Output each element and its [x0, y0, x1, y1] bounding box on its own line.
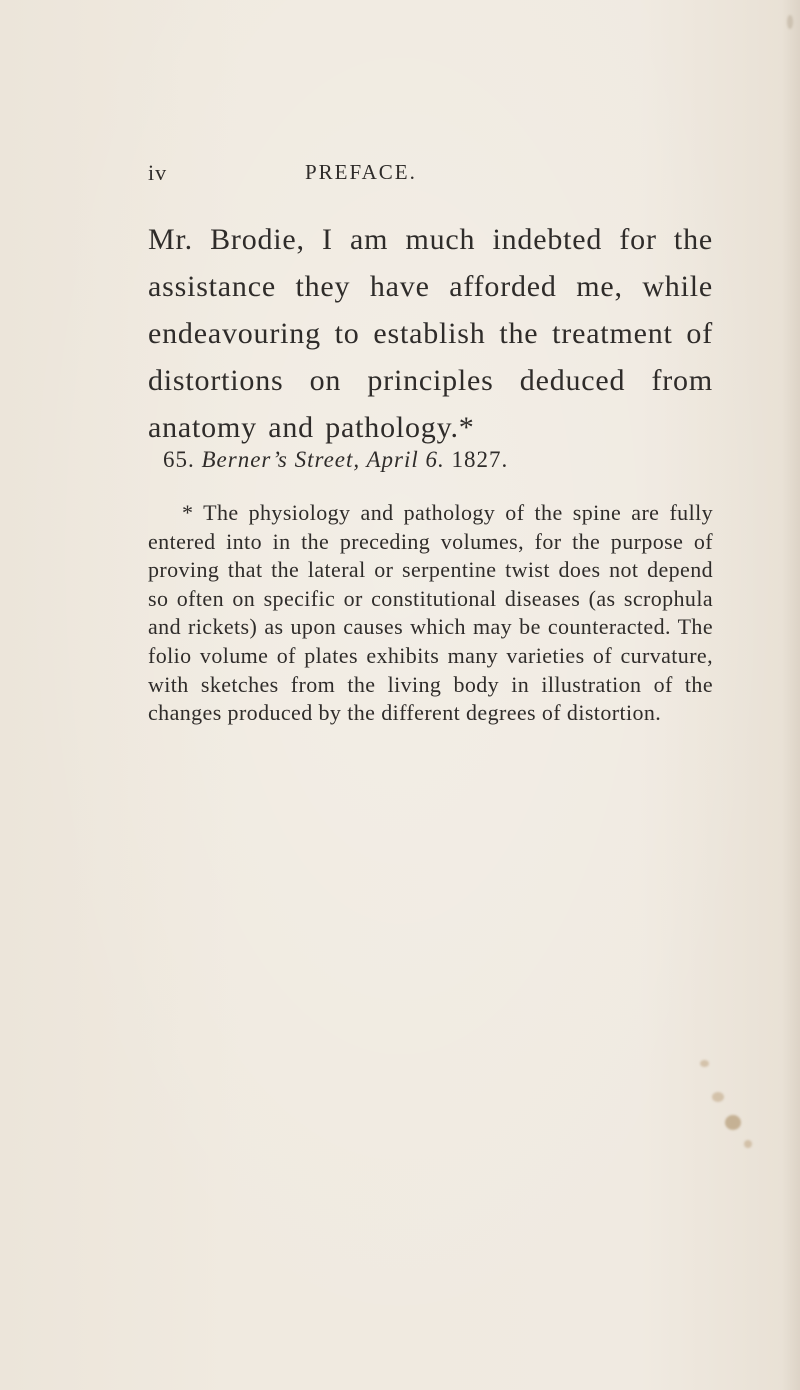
paper-stain — [712, 1092, 724, 1102]
page-edge-shadow — [782, 0, 800, 1390]
signature-place-date: Berner’s Street, April 6. — [201, 447, 445, 472]
paper-stain — [725, 1115, 741, 1130]
page-header — [148, 160, 708, 190]
page-number: iv — [148, 160, 168, 185]
running-head: PREFACE. — [305, 160, 417, 184]
signature-year: 1827. — [451, 447, 509, 472]
main-paragraph: Mr. Brodie, I am much indebted for the assistance they have afforded me, while endeavouring to establish the treatment of distortions on principles deduced from anatomy and pathology.* — [148, 223, 713, 444]
signature-line — [163, 447, 508, 473]
paper-stain — [744, 1140, 752, 1148]
signature-number: 65. — [163, 447, 195, 472]
paper-stain — [700, 1060, 709, 1067]
paper-stain — [787, 15, 793, 29]
footnote: * The physiology and pathology of the spine are fully entered into in the preceding volumes, for the purpose of proving that the lateral or serpentine twist does not depend so often on specific or constitutional diseases (as scrophula and rickets) as upon causes which may be counteracted. The folio volume of plates exhibits many varieties of curvature, with sketches from the living body in illustration of the changes produced by the different degrees of distortion. — [148, 500, 713, 726]
